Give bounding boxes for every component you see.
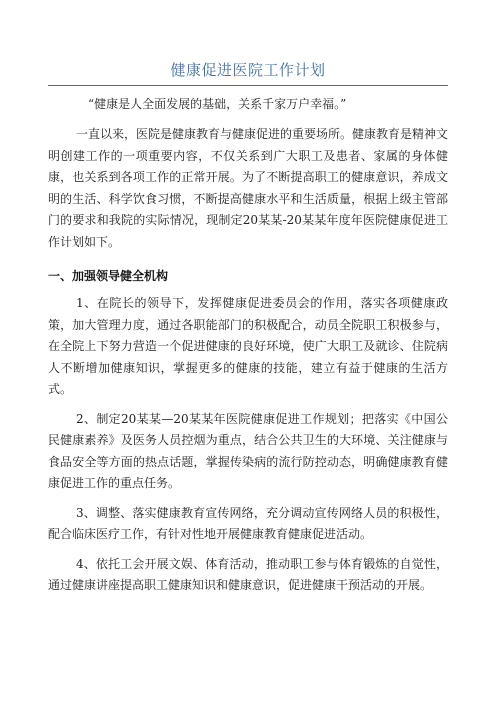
section-item-1: 1、在院长的领导下，发挥健康促进委员会的作用，落实各项健康政策，加大管理力度，通过各职能部门的积极配合，动员全院职工积极参与，在全院上下努力营造一个促进健康的良好环境，使广大职工及就诊、住院病人不断增加健康知识，掌握更多的健康的技能，建立有益于健康的生活方式。 [48,296,448,396]
section-item-3: 3、调整、落实健康教育宣传网络，充分调动宣传网络人员的积极性，配合临床医疗工作，有针对性地开展健康教育健康促进活动。 [48,505,448,541]
section-item-4: 4、依托工会开展文娱、体育活动，推动职工参与体育锻炼的自觉性，通过健康讲座提高职工健康知识和健康意识，促进健康干预活动的开展。 [48,556,448,592]
section-items [48,293,448,597]
section-item-2: 2、制定20某某—20某某年医院健康促进工作规划；把落实《中国公民健康素养》及医务人员控烟为重点，结合公共卫生的大环境、关注健康与食品安全等方面的热点话题，掌握传染病的流行防控动态，明确健康教育健康促进工作的重点任务。 [48,411,448,490]
title-divider [48,85,448,86]
epigraph-quote: “健康是人全面发展的基础，关系千家万户幸福。” [88,97,347,111]
document-title: 健康促进医院工作计划 [170,61,326,79]
intro-paragraph: 一直以来，医院是健康教育与健康促进的重要场所。健康教育是精神文明创建工作的一项重要内容，不仅关系到广大职工及患者、家属的身体健康，也关系到各项工作的正常开展。为了不断提高职工的健康意识，养成文明的生活、科学饮食习惯，不断提高健康水平和生活质量，根据上级主管部门的要求和我院的实际情况，现制定20某某-20某某年度年医院健康促进工作计划如下。 [48,127,449,249]
section-heading: 一、加强领导健全机构 [48,269,169,283]
